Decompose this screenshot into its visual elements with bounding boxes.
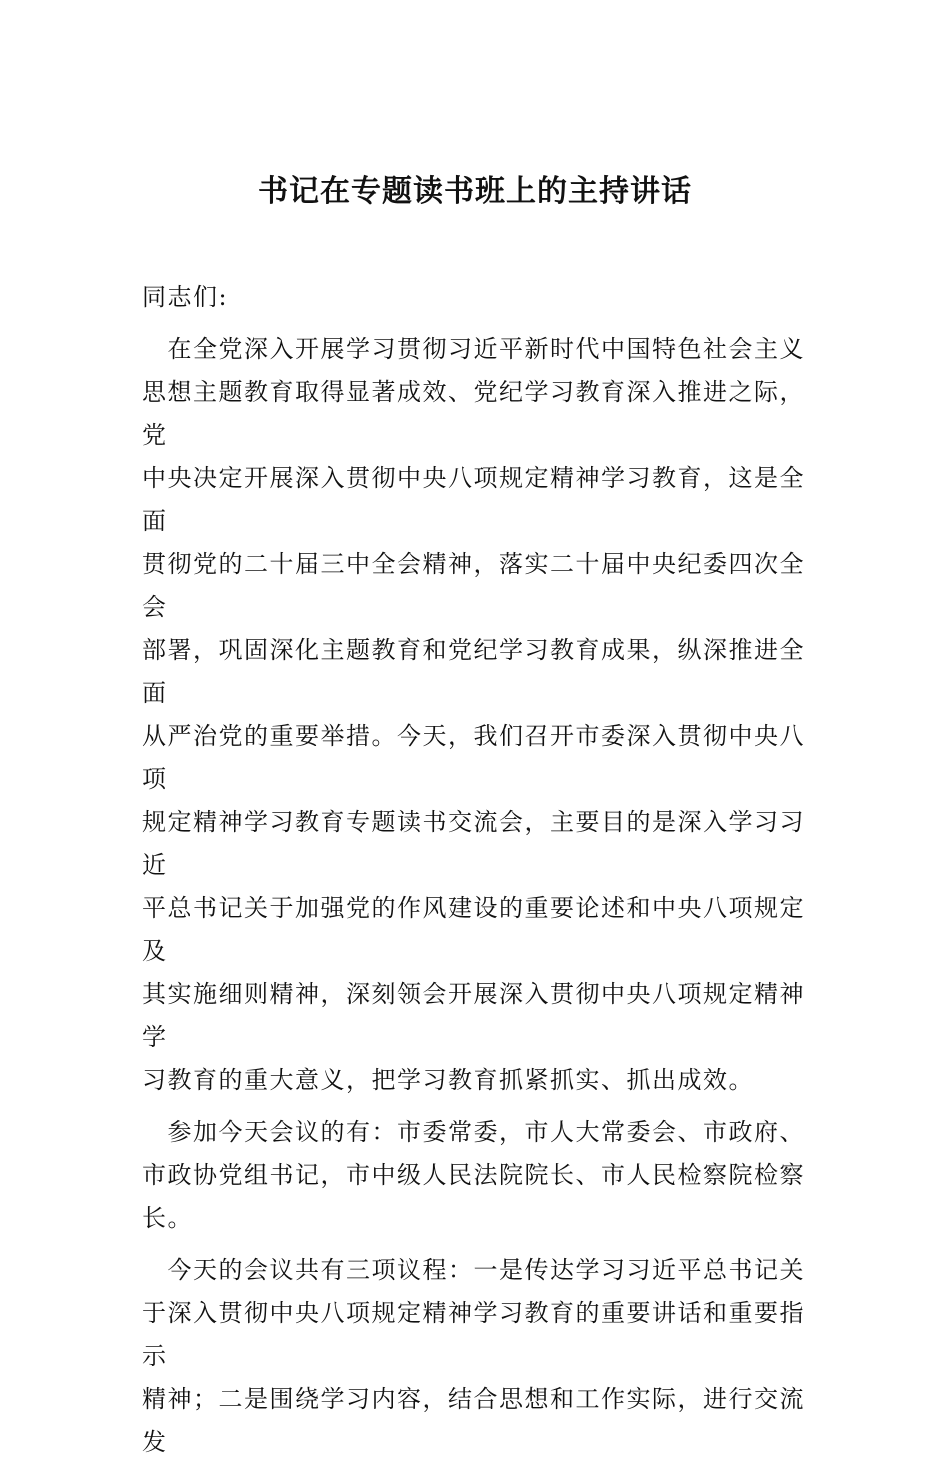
paragraph-line: 中央决定开展深入贯彻中央八项规定精神学习教育，这是全面 xyxy=(142,464,805,535)
paragraph-line: 参加今天会议的有：市委常委，市人大常委会、市政府、 xyxy=(142,1118,805,1146)
paragraph-line: 规定精神学习教育专题读书交流会，主要目的是深入学习习近 xyxy=(142,808,805,879)
paragraph-line: 于深入贯彻中央八项规定精神学习教育的重要讲话和重要指示 xyxy=(142,1299,805,1370)
paragraph-line: 市政协党组书记，市中级人民法院院长、市人民检察院检察 xyxy=(142,1161,805,1189)
paragraph-line: 从严治党的重要举措。今天，我们召开市委深入贯彻中央八项 xyxy=(142,722,805,793)
document-title: 书记在专题读书班上的主持讲话 xyxy=(258,174,692,209)
document-body xyxy=(142,276,822,1464)
paragraph-line: 今天的会议共有三项议程：一是传达学习习近平总书记关 xyxy=(142,1256,805,1284)
paragraph-line: 长。 xyxy=(142,1204,193,1232)
paragraph-line: 平总书记关于加强党的作风建设的重要论述和中央八项规定及 xyxy=(142,894,805,965)
paragraph xyxy=(142,1249,822,1464)
paragraph-line: 贯彻党的二十届三中全会精神，落实二十届中央纪委四次全会 xyxy=(142,550,805,621)
paragraph-line: 习教育的重大意义，把学习教育抓紧抓实、抓出成效。 xyxy=(142,1066,754,1094)
paragraph-line: 思想主题教育取得显著成效、党纪学习教育深入推进之际，党 xyxy=(142,378,805,449)
paragraph xyxy=(142,328,822,1102)
paragraph-line: 精神；二是围绕学习内容，结合思想和工作实际，进行交流发 xyxy=(142,1385,805,1456)
paragraphs xyxy=(142,328,822,1464)
paragraph-line: 其实施细则精神，深刻领会开展深入贯彻中央八项规定精神学 xyxy=(142,980,805,1051)
paragraph-line: 在全党深入开展学习贯彻习近平新时代中国特色社会主义 xyxy=(142,335,805,363)
paragraph xyxy=(142,1111,822,1240)
paragraph-line: 部署，巩固深化主题教育和党纪学习教育成果，纵深推进全面 xyxy=(142,636,805,707)
salutation: 同志们: xyxy=(142,283,229,311)
